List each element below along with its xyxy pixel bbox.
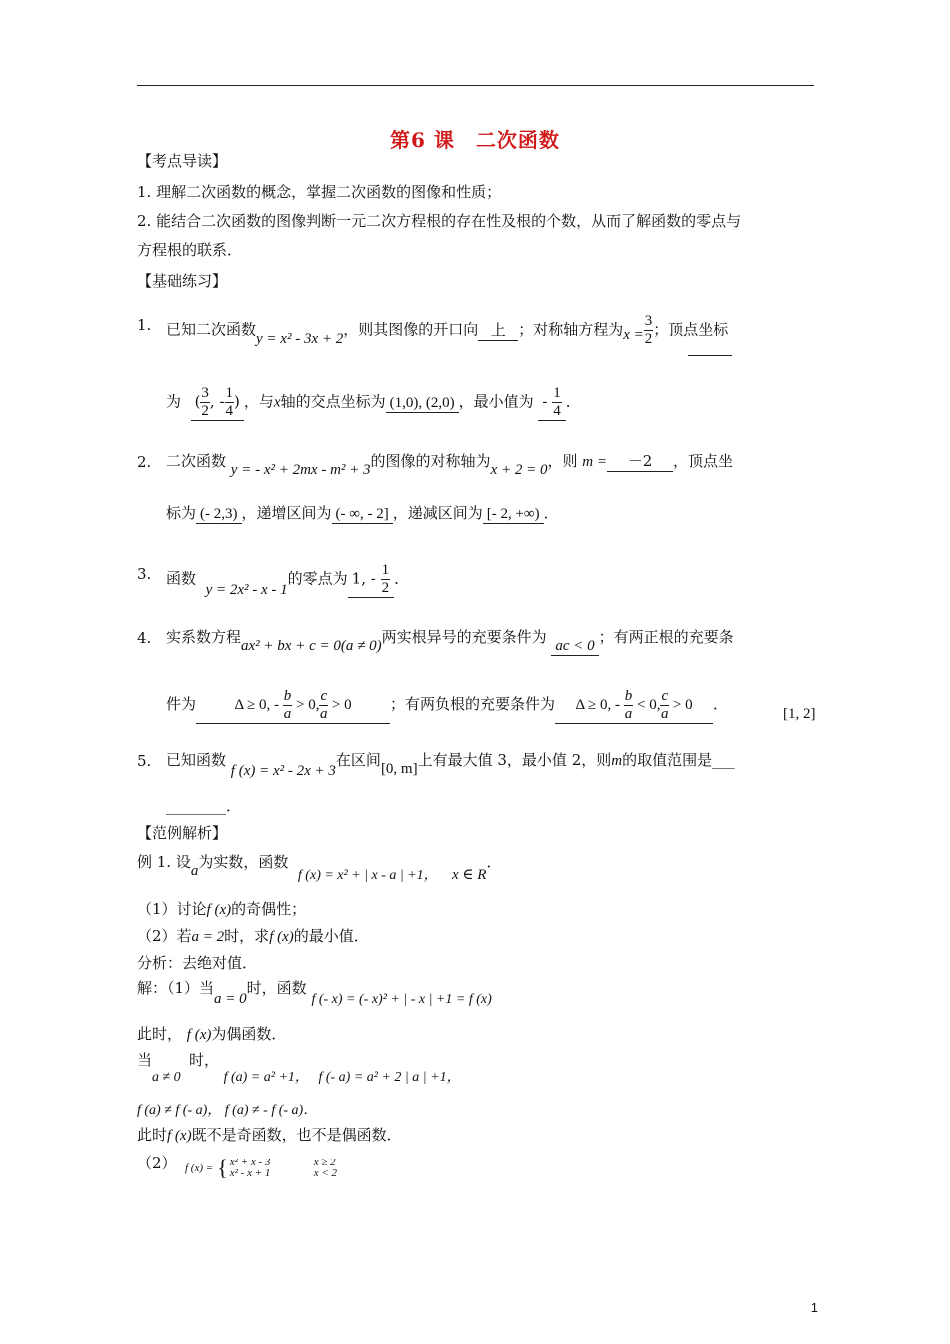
q5-number: 5. xyxy=(137,752,152,770)
q4-line-2: 件为 Δ ≥ 0, - $\frac{b}{a}$ > 0, $\frac{c}{a}$ > 0 ；有两负根的充要条件为 Δ ≥ 0, - $\frac{b}{a}$ < 0, $\frac{c}{a}$ > 0 ． xyxy=(166,688,729,722)
q5-function: f (x) = x² - 2x + 3 xyxy=(230,763,336,779)
ex1-solution-4: f (a) ≠ f (- a)， f (a) ≠ - f (- a)． xyxy=(137,1103,318,1118)
q4-equation: ax² + bx + c = 0(a ≠ 0) xyxy=(241,638,382,654)
q4-cond1-answer: ac < 0 xyxy=(551,638,598,656)
q1-vertex-answer: ( $\frac{3}{2}$ , - $\frac{1}{4}$ ) xyxy=(191,385,244,421)
q1-min-answer: - $\frac{1}{4}$ xyxy=(538,385,565,421)
page-title: 第6 课 二次函数 xyxy=(390,128,560,152)
q3-line: 函数 y = 2x² - x - 1的零点为 1, - $\frac{1}{2}$ ． xyxy=(166,562,410,598)
page-number: 1 xyxy=(810,1300,818,1315)
ex1-solution-3c: a ≠ 0 f (a) = a² +1， f (- a) = a² + 2 | a | +1， xyxy=(152,1070,461,1085)
guide-item-1: 1. 理解二次函数的概念，掌握二次函数的图像和性质； xyxy=(137,183,502,201)
q5-interval: [0, m] xyxy=(380,761,418,777)
q4-cond3-answer: Δ ≥ 0, - $\frac{b}{a}$ < 0, $\frac{c}{a}$ > 0 xyxy=(555,688,713,724)
ex1-solution-3: 当 xyxy=(137,1051,153,1069)
q5-blank: ________． xyxy=(166,797,242,815)
q1-number: 1. xyxy=(137,316,152,334)
q4-number: 4. xyxy=(137,629,152,647)
ex1-part2: （2）若a = 2时，求f (x)的最小值． xyxy=(137,927,369,945)
q4-cond2-answer: Δ ≥ 0, - $\frac{b}{a}$ > 0, $\frac{c}{a}$ > 0 xyxy=(196,688,390,724)
q5-line-1: 已知函数 f (x) = x² - 2x + 3在区间[0, m]上有最大值 3，最小值 2，则m的取值范围是___ xyxy=(166,751,735,779)
ex1-solution-5: 此时f (x)既不是奇函数，也不是偶函数． xyxy=(137,1126,402,1144)
q2-vertex-answer: (- 2,3) xyxy=(196,506,242,524)
q2-line-1: 二次函数 y = - x² + 2mx - m² + 3的图像的对称轴为x + 2 = 0，则 m = －2 ，顶点坐 xyxy=(166,452,733,478)
q4-line-1: 实系数方程ax² + bx + c = 0(a ≠ 0)两实根异号的充要条件为 ac < 0 ；有两正根的充要条 xyxy=(166,628,734,654)
ex1-solution-1: 解：（1）当a = 0时，函数 f (- x) = (- x)² + | - x | +1 = f (x) xyxy=(137,979,492,1007)
q1-line-2: 为 ( $\frac{3}{2}$ , - $\frac{1}{4}$ ) ，与x轴的交点坐标为 (1,0), (2,0) ，最小值为 - $\frac{1}{4}$ ． xyxy=(166,385,581,419)
section-basic: 【基础练习】 xyxy=(137,272,228,290)
q2-m-answer: －2 xyxy=(607,450,673,472)
q3-zero-answer: 1, - $\frac{1}{2}$ xyxy=(348,562,394,598)
ex1-piecewise: f (x) = { x² + x - 3 x ≥ 2 x² - x + 1 x < 2 xyxy=(185,1159,338,1180)
q1-roots-answer: (1,0), (2,0) xyxy=(386,395,459,413)
q1-axis-fraction: $\frac{3}{2}$ xyxy=(644,313,653,347)
q2-line-2: 标为 (- 2,3) ，递增区间为 (- ∞, - 2] ，递减区间为 [- 2, +∞) ． xyxy=(166,504,559,522)
q2-function: y = - x² + 2mx - m² + 3 xyxy=(230,462,371,478)
q2-decreasing-answer: [- 2, +∞) xyxy=(483,506,544,524)
q5-margin-answer: [1, 2] xyxy=(783,706,816,722)
q3-number: 3. xyxy=(137,565,152,583)
ex1-statement: 例 1. 设a为实数，函数 f (x) = x² + | x - a | +1， x ∈ R． xyxy=(137,853,502,883)
q1-line-1: 已知二次函数y = x² - 3x + 2，则其图像的开口向 上 ；对称轴方程为x = $\frac{3}{2}$ ；顶点坐标 xyxy=(166,313,729,347)
ex1-analysis: 分析：去绝对值． xyxy=(137,954,258,972)
section-examples: 【范例解析】 xyxy=(137,824,228,842)
header-rule xyxy=(137,85,814,86)
ex1-part2-label: （2） xyxy=(137,1154,177,1172)
q1-axis-underline xyxy=(688,355,732,356)
ex1-solution-3b: 时， xyxy=(189,1051,220,1069)
q1-open-answer: 上 xyxy=(478,319,518,341)
ex1-function: f (x) = x² + | x - a | +1， xyxy=(297,868,438,883)
q1-function: y = x² - 3x + 2 xyxy=(256,330,344,347)
guide-item-3: 方程根的联系． xyxy=(137,241,243,259)
q2-number: 2. xyxy=(137,453,152,471)
ex1-even-equation: f (- x) = (- x)² + | - x | +1 = f (x) xyxy=(311,992,492,1007)
ex1-part1: （1）讨论f (x)的奇偶性； xyxy=(137,900,307,918)
q3-function: y = 2x² - x - 1 xyxy=(205,581,288,598)
section-guide: 【考点导读】 xyxy=(137,152,228,170)
ex1-solution-2: 此时， f (x)为偶函数． xyxy=(137,1025,287,1043)
guide-item-2: 2. 能结合二次函数的图像判断一元二次方程根的存在性及根的个数，从而了解函数的零点与 xyxy=(137,212,742,230)
q2-increasing-answer: (- ∞, - 2] xyxy=(332,506,393,524)
